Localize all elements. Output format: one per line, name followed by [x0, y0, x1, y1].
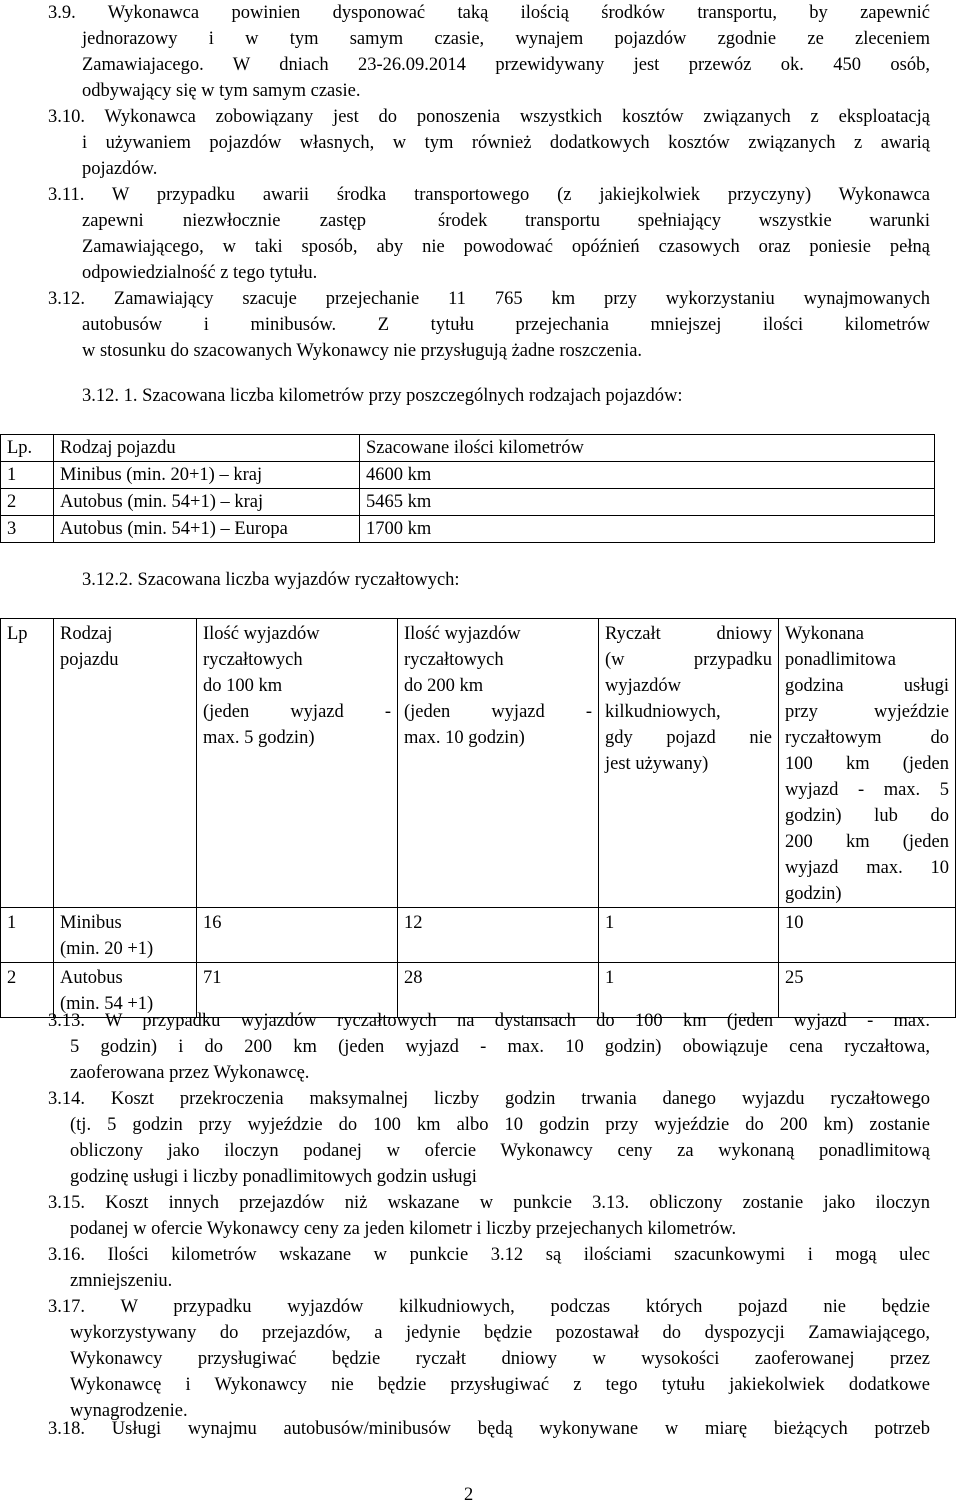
- text-line: Zamawiajacego. W dniach 23-26.09.2014 przewidywany jest przewóz ok. 450 osób,: [82, 55, 930, 75]
- table-cell: 1: [599, 908, 779, 963]
- header-text: jest używany): [605, 754, 709, 774]
- header-text: max. 5 godzin): [203, 728, 315, 748]
- table-cell: 12: [398, 908, 599, 963]
- text-line: 3.13. W przypadku wyjazdów ryczałtowych na dystansach do 100 km (jeden wyjazd - max.: [48, 1011, 930, 1031]
- table-row: [1, 516, 935, 543]
- text-line: 3.15. Koszt innych przejazdów niż wskazane w punkcie 3.13. obliczony zostanie jako iloczyn: [48, 1193, 930, 1213]
- section-heading-3-12-2: 3.12.2. Szacowana liczba wyjazdów ryczałtowych:: [82, 570, 460, 590]
- cell-text: (min. 54 +1): [60, 994, 154, 1014]
- header-text: do 100 km: [203, 676, 283, 696]
- table-cell: 25: [779, 963, 956, 1018]
- text-line: podanej w ofercie Wykonawcy ceny za jeden kilometr i liczby przejechanych kilometrów.: [70, 1219, 737, 1239]
- header-text: Ilość wyjazdów: [203, 624, 320, 644]
- table-header-row: [1, 435, 935, 462]
- table-row: [1, 908, 956, 963]
- text-line: odpowiedzialność z tego tytułu.: [82, 263, 318, 283]
- header-text: kilkudniowych,: [605, 702, 721, 722]
- text-line: obliczony jako iloczyn podanej w ofercie Wykonawcy ceny za wykonaną ponadlimitową: [70, 1141, 930, 1161]
- text-line: zapewni niezwłocznie zastęp: [82, 211, 366, 231]
- text-line: pojazdów.: [82, 159, 158, 179]
- table-header-cell: [1, 619, 54, 908]
- table-header-row: [1, 619, 956, 908]
- header-text: (w przypadku: [605, 650, 772, 670]
- header-text: wyjazdów: [605, 676, 682, 696]
- text-line: 3.12. Zamawiający szacuje przejechanie 11 765 km przy wykorzystaniu wynajmowanych: [48, 289, 930, 309]
- cell-text: Autobus: [60, 968, 123, 988]
- page-number: 2: [464, 1485, 474, 1505]
- text-line: 3.18. Usługi wynajmu autobusów/minibusów będą wykonywane w miarę bieżących potrzeb: [48, 1419, 930, 1439]
- text-line: środek transportu spełniający wszystkie warunki: [438, 211, 930, 231]
- text-line: 3.14. Koszt przekroczenia maksymalnej liczby godzin trwania danego wyjazdu ryczałtowego: [48, 1089, 930, 1109]
- text-line: jednorazowy i w tym samym czasie, wynajem pojazdów zgodnie ze zleceniem: [82, 29, 930, 49]
- header-text: (jeden wyjazd -: [203, 702, 391, 722]
- text-line: wykorzystywany do przejazdów, a jedynie będzie pozostawał do dyspozycji Zamawiającego,: [70, 1323, 930, 1343]
- table-cell: 1: [1, 908, 54, 963]
- table-cell: 5465 km: [360, 489, 935, 516]
- table-cell: 1700 km: [360, 516, 935, 543]
- table-cell: Autobus (min. 54+1) – kraj: [54, 489, 360, 516]
- header-text: ryczałtowych: [404, 650, 504, 670]
- header-text: godzina usługi: [785, 676, 949, 696]
- flat-rate-trips-table: [0, 618, 956, 1018]
- text-line: Zamawiającego, w taki sposób, aby nie powodować opóźnień czasowych oraz poniesie pełną: [82, 237, 930, 257]
- text-line: odbywający się w tym samym czasie.: [82, 81, 361, 101]
- header-text: pojazdu: [60, 650, 119, 670]
- header-text: gdy pojazd nie: [605, 728, 772, 748]
- table-header-cell: [599, 619, 779, 908]
- header-text: Wykonana: [785, 624, 865, 644]
- table-cell: Minibus (min. 20+1) – kraj: [54, 462, 360, 489]
- table-cell: 1: [599, 963, 779, 1018]
- header-text: max. 10 godzin): [404, 728, 525, 748]
- header-text: Rodzaj: [60, 624, 113, 644]
- header-text: godzin) lub do: [785, 806, 949, 826]
- section-heading-3-12-1: 3.12. 1. Szacowana liczba kilometrów przy poszczególnych rodzajach pojazdów:: [82, 386, 683, 406]
- table-cell: 28: [398, 963, 599, 1018]
- table-cell: Autobus (min. 54+1) – Europa: [54, 516, 360, 543]
- cell-text: Minibus: [60, 913, 122, 933]
- table-cell: 16: [197, 908, 398, 963]
- table-cell: 71: [197, 963, 398, 1018]
- header-text: ryczałtowym do: [785, 728, 949, 748]
- text-line: 3.9. Wykonawca powinien dysponować taką ilością środków transportu, by zapewnić: [48, 3, 930, 23]
- header-text: 200 km (jeden: [785, 832, 949, 852]
- table-header-cell: Rodzaj pojazdu: [54, 435, 360, 462]
- text-line: 3.11. W przypadku awarii środka transportowego (z jakiejkolwiek przyczyny) Wykonawca: [48, 185, 930, 205]
- cell-text: (min. 20 +1): [60, 939, 154, 959]
- text-line: Wykonawcę i Wykonawcy nie będzie przysługiwać z tego tytułu jakiekolwiek dodatkowe: [70, 1375, 930, 1395]
- table-header-cell: Szacowane ilości kilometrów: [360, 435, 935, 462]
- table-cell: 2: [1, 489, 54, 516]
- header-text: (jeden wyjazd -: [404, 702, 592, 722]
- header-text: ponadlimitowa: [785, 650, 896, 670]
- table-cell: 4600 km: [360, 462, 935, 489]
- header-text: 100 km (jeden: [785, 754, 949, 774]
- text-line: 3.17. W przypadku wyjazdów kilkudniowych, podczas których pojazd nie będzie: [48, 1297, 930, 1317]
- table-header-cell: [197, 619, 398, 908]
- table-cell: 3: [1, 516, 54, 543]
- text-line: zaoferowana przez Wykonawcę.: [70, 1063, 310, 1083]
- table-cell: [54, 908, 197, 963]
- header-text: do 200 km: [404, 676, 484, 696]
- text-line: godzinę usługi i liczby ponadlimitowych godzin usługi: [70, 1167, 477, 1187]
- table-cell: 1: [1, 462, 54, 489]
- table-row: [1, 462, 935, 489]
- header-text: godzin): [785, 884, 842, 904]
- text-line: autobusów i minibusów. Z tytułu przejechania mniejszej ilości kilometrów: [82, 315, 930, 335]
- header-text: Lp: [7, 624, 28, 644]
- header-text: ryczałtowych: [203, 650, 303, 670]
- table-header-cell: [398, 619, 599, 908]
- table-cell: 10: [779, 908, 956, 963]
- header-text: wyjazd max. 10: [785, 858, 949, 878]
- kilometers-table: [0, 434, 935, 543]
- text-line: 5 godzin) i do 200 km (jeden wyjazd - max. 10 godzin) obowiązuje cena ryczałtowa,: [70, 1037, 930, 1057]
- table-cell: 2: [1, 963, 54, 1018]
- text-line: wynagrodzenie.: [70, 1401, 188, 1421]
- header-text: Ilość wyjazdów: [404, 624, 521, 644]
- table-header-cell: [779, 619, 956, 908]
- text-line: w stosunku do szacowanych Wykonawcy nie przysługują żadne roszczenia.: [82, 341, 643, 361]
- table-header-cell: Lp.: [1, 435, 54, 462]
- text-line: zmniejszeniu.: [70, 1271, 173, 1291]
- text-line: 3.10. Wykonawca zobowiązany jest do ponoszenia wszystkich kosztów związanych z eksploatacją: [48, 107, 930, 127]
- text-line: (tj. 5 godzin przy wyjeździe do 100 km albo 10 godzin przy wyjeździe do 200 km) zostanie: [70, 1115, 930, 1135]
- header-text: przy wyjeździe: [785, 702, 949, 722]
- text-line: Wykonawcy przysługiwać będzie ryczałt dniowy w wysokości zaoferowanej przez: [70, 1349, 930, 1369]
- table-row: [1, 489, 935, 516]
- table-header-cell: [54, 619, 197, 908]
- text-line: 3.16. Ilości kilometrów wskazane w punkcie 3.12 są ilościami szacunkowymi i mogą ulec: [48, 1245, 930, 1265]
- text-line: i używaniem pojazdów własnych, w tym również dodatkowych kosztów związanych z awarią: [82, 133, 930, 153]
- header-text: Ryczałt dniowy: [605, 624, 772, 644]
- header-text: wyjazd - max. 5: [785, 780, 949, 800]
